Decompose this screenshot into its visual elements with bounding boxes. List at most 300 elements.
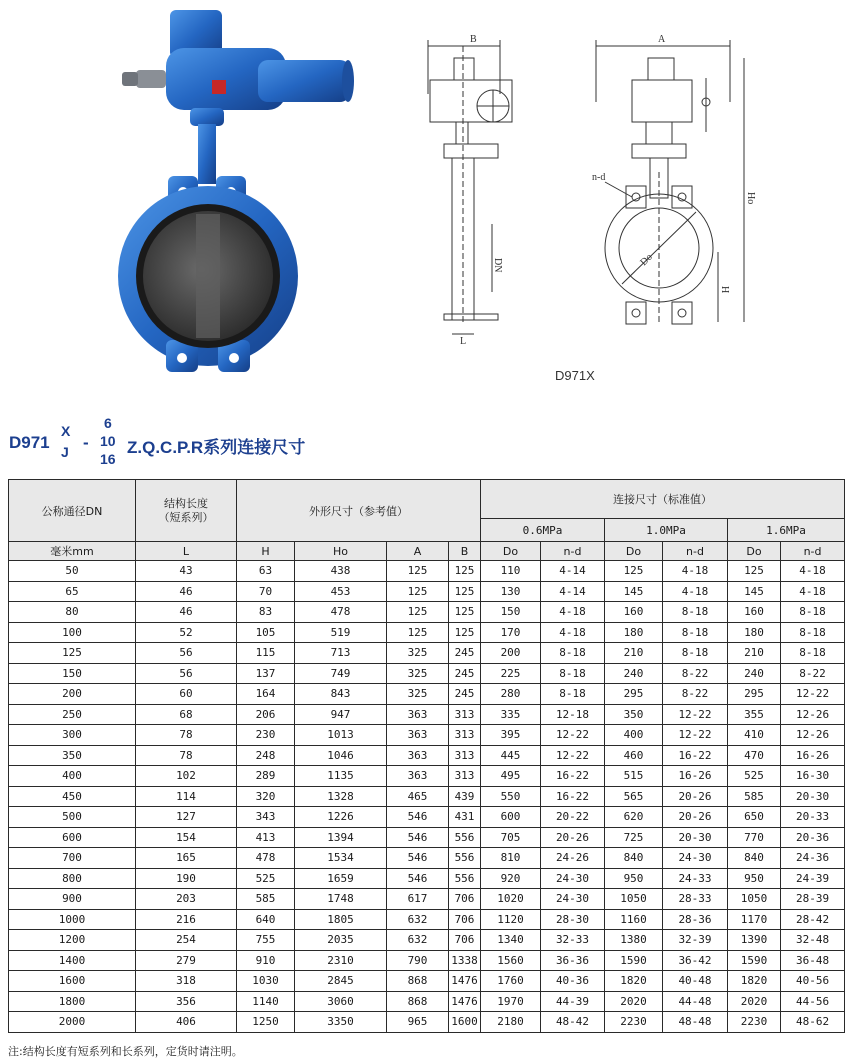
- table-cell: 868: [387, 991, 449, 1012]
- table-row: [9, 602, 845, 623]
- table-cell: 600: [481, 807, 541, 828]
- title-suffix: Z.Q.C.P.R系列连接尺寸: [127, 438, 306, 457]
- header-outline: 外形尺寸（参考值）: [237, 480, 481, 542]
- unit-header-cell: n-d: [541, 542, 605, 561]
- table-cell: 1030: [237, 971, 295, 992]
- table-cell: 2035: [295, 930, 387, 951]
- table-row: [9, 991, 845, 1012]
- table-cell: 80: [9, 602, 136, 623]
- table-cell: 350: [605, 704, 663, 725]
- table-cell: 585: [728, 786, 781, 807]
- unit-header-cell: Ho: [295, 542, 387, 561]
- table-row: [9, 950, 845, 971]
- table-cell: 1140: [237, 991, 295, 1012]
- table-cell: 36-36: [541, 950, 605, 971]
- table-cell: 1400: [9, 950, 136, 971]
- table-cell: 495: [481, 766, 541, 787]
- table-cell: 125: [449, 561, 481, 582]
- table-cell: 56: [136, 643, 237, 664]
- table-cell: 4-18: [781, 561, 845, 582]
- table-cell: 950: [605, 868, 663, 889]
- table-cell: 160: [728, 602, 781, 623]
- header-unit-row: [9, 542, 845, 561]
- table-cell: 8-22: [781, 663, 845, 684]
- table-cell: 32-39: [663, 930, 728, 951]
- table-cell: 8-22: [663, 684, 728, 705]
- table-cell: 1534: [295, 848, 387, 869]
- table-cell: 755: [237, 930, 295, 951]
- table-cell: 16-22: [663, 745, 728, 766]
- table-cell: 125: [728, 561, 781, 582]
- table-cell: 313: [449, 745, 481, 766]
- table-cell: 439: [449, 786, 481, 807]
- table-cell: 28-42: [781, 909, 845, 930]
- unit-header-cell: Do: [481, 542, 541, 561]
- label-ho: Ho: [745, 192, 756, 205]
- table-cell: 4-18: [663, 581, 728, 602]
- table-cell: 550: [481, 786, 541, 807]
- table-cell: 12-22: [663, 725, 728, 746]
- table-cell: 1748: [295, 889, 387, 910]
- table-cell: 1659: [295, 868, 387, 889]
- header-length: [136, 480, 237, 542]
- table-cell: 48-42: [541, 1012, 605, 1033]
- table-cell: 254: [136, 930, 237, 951]
- table-cell: 245: [449, 643, 481, 664]
- header-pressure-16: 1.6MPa: [728, 519, 845, 542]
- table-row: [9, 827, 845, 848]
- table-cell: 16-22: [541, 766, 605, 787]
- table-cell: 24-30: [541, 868, 605, 889]
- table-cell: 44-56: [781, 991, 845, 1012]
- table-cell: 180: [728, 622, 781, 643]
- table-cell: 1340: [481, 930, 541, 951]
- table-cell: 3060: [295, 991, 387, 1012]
- table-row: [9, 581, 845, 602]
- header-length-sub: （短系列）: [158, 510, 214, 524]
- table-cell: 125: [387, 622, 449, 643]
- table-cell: 203: [136, 889, 237, 910]
- table-cell: 28-33: [663, 889, 728, 910]
- table-cell: 295: [728, 684, 781, 705]
- table-cell: 230: [237, 725, 295, 746]
- table-cell: 706: [449, 930, 481, 951]
- table-cell: 546: [387, 807, 449, 828]
- table-cell: 965: [387, 1012, 449, 1033]
- table-cell: 318: [136, 971, 237, 992]
- table-cell: 125: [387, 602, 449, 623]
- table-cell: 65: [9, 581, 136, 602]
- table-cell: 431: [449, 807, 481, 828]
- table-cell: 200: [481, 643, 541, 664]
- table-cell: 295: [605, 684, 663, 705]
- table-cell: 2845: [295, 971, 387, 992]
- table-cell: 125: [605, 561, 663, 582]
- label-h: H: [719, 286, 730, 294]
- table-cell: 160: [605, 602, 663, 623]
- table-cell: 115: [237, 643, 295, 664]
- table-cell: 1046: [295, 745, 387, 766]
- table-cell: 32-48: [781, 930, 845, 951]
- table-cell: 240: [728, 663, 781, 684]
- table-cell: 445: [481, 745, 541, 766]
- table-cell: 200: [9, 684, 136, 705]
- table-cell: 36-42: [663, 950, 728, 971]
- table-cell: 470: [728, 745, 781, 766]
- table-cell: 1020: [481, 889, 541, 910]
- table-cell: 24-30: [663, 848, 728, 869]
- table-cell: 450: [9, 786, 136, 807]
- table-cell: 16-30: [781, 766, 845, 787]
- table-cell: 3350: [295, 1012, 387, 1033]
- table-cell: 145: [728, 581, 781, 602]
- table-cell: 20-30: [781, 786, 845, 807]
- table-cell: 1590: [605, 950, 663, 971]
- unit-header-cell: 毫米mm: [9, 542, 136, 561]
- table-cell: 400: [9, 766, 136, 787]
- table-cell: 1820: [605, 971, 663, 992]
- table-cell: 585: [237, 889, 295, 910]
- table-cell: 410: [728, 725, 781, 746]
- table-cell: 4-18: [541, 622, 605, 643]
- table-cell: 16-26: [663, 766, 728, 787]
- table-cell: 1590: [728, 950, 781, 971]
- table-cell: 725: [605, 827, 663, 848]
- table-cell: 127: [136, 807, 237, 828]
- table-cell: 16-26: [781, 745, 845, 766]
- table-cell: 1970: [481, 991, 541, 1012]
- table-cell: 325: [387, 663, 449, 684]
- table-cell: 556: [449, 848, 481, 869]
- table-cell: 1600: [9, 971, 136, 992]
- header-pressure-10: 1.0MPa: [605, 519, 728, 542]
- table-body: [9, 561, 845, 1033]
- table-cell: 110: [481, 561, 541, 582]
- table-cell: 1380: [605, 930, 663, 951]
- table-cell: 102: [136, 766, 237, 787]
- table-cell: 52: [136, 622, 237, 643]
- table-cell: 8-18: [541, 643, 605, 664]
- table-cell: 343: [237, 807, 295, 828]
- table-cell: 363: [387, 725, 449, 746]
- table-row: [9, 766, 845, 787]
- table-cell: 245: [449, 663, 481, 684]
- table-cell: 12-26: [781, 704, 845, 725]
- table-cell: 8-22: [663, 663, 728, 684]
- table-cell: 125: [387, 561, 449, 582]
- table-cell: 320: [237, 786, 295, 807]
- table-row: [9, 909, 845, 930]
- table-cell: 1394: [295, 827, 387, 848]
- table-cell: 16-22: [541, 786, 605, 807]
- table-cell: 164: [237, 684, 295, 705]
- table-cell: 40-36: [541, 971, 605, 992]
- table-cell: 78: [136, 745, 237, 766]
- table-cell: 363: [387, 704, 449, 725]
- table-cell: 12-18: [541, 704, 605, 725]
- table-cell: 620: [605, 807, 663, 828]
- table-cell: 300: [9, 725, 136, 746]
- table-cell: 1800: [9, 991, 136, 1012]
- table-row: [9, 848, 845, 869]
- table-cell: 1390: [728, 930, 781, 951]
- table-cell: 790: [387, 950, 449, 971]
- table-cell: 105: [237, 622, 295, 643]
- table-cell: 4-14: [541, 581, 605, 602]
- table-cell: 4-14: [541, 561, 605, 582]
- table-cell: 706: [449, 909, 481, 930]
- label-b: B: [470, 34, 477, 45]
- table-cell: 1013: [295, 725, 387, 746]
- table-row: [9, 868, 845, 889]
- table-cell: 4-18: [541, 602, 605, 623]
- table-cell: 325: [387, 643, 449, 664]
- table-row: [9, 725, 845, 746]
- valve-product-photo: [108, 8, 356, 378]
- table-cell: 843: [295, 684, 387, 705]
- table-cell: 56: [136, 663, 237, 684]
- table-cell: 210: [728, 643, 781, 664]
- table-row: [9, 622, 845, 643]
- table-cell: 1600: [449, 1012, 481, 1033]
- title-pressure-10: 10: [100, 433, 116, 449]
- table-cell: 2230: [605, 1012, 663, 1033]
- table-cell: 216: [136, 909, 237, 930]
- label-a: A: [658, 34, 666, 45]
- table-cell: 1476: [449, 991, 481, 1012]
- table-row: [9, 745, 845, 766]
- table-cell: 70: [237, 581, 295, 602]
- table-cell: 1805: [295, 909, 387, 930]
- table-cell: 130: [481, 581, 541, 602]
- table-cell: 125: [387, 581, 449, 602]
- table-cell: 840: [728, 848, 781, 869]
- table-cell: 438: [295, 561, 387, 582]
- title-dash: -: [83, 433, 89, 452]
- table-cell: 2310: [295, 950, 387, 971]
- table-cell: 8-18: [781, 622, 845, 643]
- table-cell: 145: [605, 581, 663, 602]
- label-nd: n-d: [592, 172, 606, 183]
- table-cell: 28-36: [663, 909, 728, 930]
- unit-header-cell: Do: [605, 542, 663, 561]
- table-cell: 460: [605, 745, 663, 766]
- table-cell: 749: [295, 663, 387, 684]
- table-cell: 1226: [295, 807, 387, 828]
- table-cell: 43: [136, 561, 237, 582]
- table-cell: 24-36: [781, 848, 845, 869]
- table-row: [9, 561, 845, 582]
- table-cell: 210: [605, 643, 663, 664]
- table-cell: 1000: [9, 909, 136, 930]
- table-cell: 190: [136, 868, 237, 889]
- label-do: Do: [638, 251, 655, 269]
- table-cell: 20-30: [663, 827, 728, 848]
- table-cell: 400: [605, 725, 663, 746]
- table-cell: 335: [481, 704, 541, 725]
- table-row: [9, 684, 845, 705]
- table-cell: 44-48: [663, 991, 728, 1012]
- table-cell: 50: [9, 561, 136, 582]
- table-cell: 706: [449, 889, 481, 910]
- table-cell: 313: [449, 766, 481, 787]
- table-row: [9, 1012, 845, 1033]
- table-cell: 363: [387, 766, 449, 787]
- unit-header-cell: A: [387, 542, 449, 561]
- table-cell: 180: [605, 622, 663, 643]
- table-row: [9, 643, 845, 664]
- table-cell: 1135: [295, 766, 387, 787]
- label-dn: DN: [492, 258, 503, 273]
- title-material-bottom: J: [61, 444, 69, 460]
- table-cell: 125: [449, 602, 481, 623]
- table-cell: 250: [9, 704, 136, 725]
- table-cell: 632: [387, 930, 449, 951]
- table-cell: 28-30: [541, 909, 605, 930]
- table-cell: 248: [237, 745, 295, 766]
- table-cell: 12-22: [541, 725, 605, 746]
- table-cell: 2020: [728, 991, 781, 1012]
- table-cell: 125: [449, 622, 481, 643]
- table-cell: 947: [295, 704, 387, 725]
- table-cell: 12-22: [781, 684, 845, 705]
- unit-header-cell: Do: [728, 542, 781, 561]
- table-cell: 546: [387, 827, 449, 848]
- table-cell: 600: [9, 827, 136, 848]
- table-cell: 356: [136, 991, 237, 1012]
- table-cell: 20-33: [781, 807, 845, 828]
- table-cell: 478: [295, 602, 387, 623]
- table-cell: 350: [9, 745, 136, 766]
- table-cell: 515: [605, 766, 663, 787]
- table-cell: 546: [387, 868, 449, 889]
- table-cell: 24-39: [781, 868, 845, 889]
- table-cell: 245: [449, 684, 481, 705]
- table-cell: 800: [9, 868, 136, 889]
- table-cell: 8-18: [663, 643, 728, 664]
- table-cell: 920: [481, 868, 541, 889]
- table-cell: 78: [136, 725, 237, 746]
- table-cell: 125: [9, 643, 136, 664]
- title-pressure-6: 6: [104, 415, 112, 431]
- table-cell: 83: [237, 602, 295, 623]
- table-cell: 48-48: [663, 1012, 728, 1033]
- table-cell: 1328: [295, 786, 387, 807]
- table-cell: 8-18: [663, 622, 728, 643]
- table-cell: 556: [449, 827, 481, 848]
- table-cell: 556: [449, 868, 481, 889]
- table-cell: 1476: [449, 971, 481, 992]
- table-cell: 150: [481, 602, 541, 623]
- table-cell: 12-26: [781, 725, 845, 746]
- table-cell: 8-18: [541, 663, 605, 684]
- table-cell: 453: [295, 581, 387, 602]
- table-cell: 150: [9, 663, 136, 684]
- table-cell: 2000: [9, 1012, 136, 1033]
- table-cell: 12-22: [663, 704, 728, 725]
- table-cell: 8-18: [541, 684, 605, 705]
- table-cell: 68: [136, 704, 237, 725]
- table-cell: 1170: [728, 909, 781, 930]
- table-cell: 770: [728, 827, 781, 848]
- table-cell: 363: [387, 745, 449, 766]
- table-cell: 810: [481, 848, 541, 869]
- table-cell: 900: [9, 889, 136, 910]
- table-cell: 48-62: [781, 1012, 845, 1033]
- table-cell: 325: [387, 684, 449, 705]
- header-length-main: 结构长度: [164, 496, 208, 510]
- table-cell: 125: [449, 581, 481, 602]
- table-cell: 20-26: [541, 827, 605, 848]
- table-cell: 12-22: [541, 745, 605, 766]
- table-cell: 910: [237, 950, 295, 971]
- footnote: 注:结构长度有短系列和长系列，定货时请注明。: [8, 1045, 243, 1058]
- table-cell: 519: [295, 622, 387, 643]
- unit-header-cell: n-d: [663, 542, 728, 561]
- table-cell: 46: [136, 602, 237, 623]
- table-cell: 840: [605, 848, 663, 869]
- table-cell: 154: [136, 827, 237, 848]
- valve-dimension-drawing: [400, 22, 760, 352]
- unit-header-cell: H: [237, 542, 295, 561]
- title-material-top: X: [61, 423, 71, 439]
- table-row: [9, 663, 845, 684]
- title-pressure-16: 16: [100, 451, 116, 467]
- table-cell: 1250: [237, 1012, 295, 1033]
- unit-header-cell: n-d: [781, 542, 845, 561]
- table-cell: 165: [136, 848, 237, 869]
- header-pressure-06: 0.6MPa: [481, 519, 605, 542]
- table-cell: 565: [605, 786, 663, 807]
- table-cell: 640: [237, 909, 295, 930]
- unit-header-cell: L: [136, 542, 237, 561]
- table-cell: 465: [387, 786, 449, 807]
- table-cell: 24-26: [541, 848, 605, 869]
- table-cell: 705: [481, 827, 541, 848]
- table-cell: 1820: [728, 971, 781, 992]
- table-cell: 525: [237, 868, 295, 889]
- table-cell: 395: [481, 725, 541, 746]
- model-caption: D971X: [555, 368, 595, 383]
- table-cell: 8-18: [663, 602, 728, 623]
- table-cell: 546: [387, 848, 449, 869]
- table-cell: 279: [136, 950, 237, 971]
- table-cell: 1338: [449, 950, 481, 971]
- table-cell: 2180: [481, 1012, 541, 1033]
- table-cell: 114: [136, 786, 237, 807]
- table-cell: 36-48: [781, 950, 845, 971]
- table-cell: 32-33: [541, 930, 605, 951]
- table-cell: 24-33: [663, 868, 728, 889]
- table-cell: 170: [481, 622, 541, 643]
- table-cell: 1050: [728, 889, 781, 910]
- connection-dimension-table: [8, 479, 845, 1033]
- table-cell: 632: [387, 909, 449, 930]
- table-cell: 313: [449, 725, 481, 746]
- table-cell: 355: [728, 704, 781, 725]
- table-cell: 1160: [605, 909, 663, 930]
- table-cell: 1120: [481, 909, 541, 930]
- table-cell: 406: [136, 1012, 237, 1033]
- table-cell: 2230: [728, 1012, 781, 1033]
- table-cell: 40-48: [663, 971, 728, 992]
- table-cell: 20-26: [663, 807, 728, 828]
- table-cell: 313: [449, 704, 481, 725]
- table-cell: 20-22: [541, 807, 605, 828]
- table-cell: 650: [728, 807, 781, 828]
- table-cell: 8-18: [781, 602, 845, 623]
- table-cell: 44-39: [541, 991, 605, 1012]
